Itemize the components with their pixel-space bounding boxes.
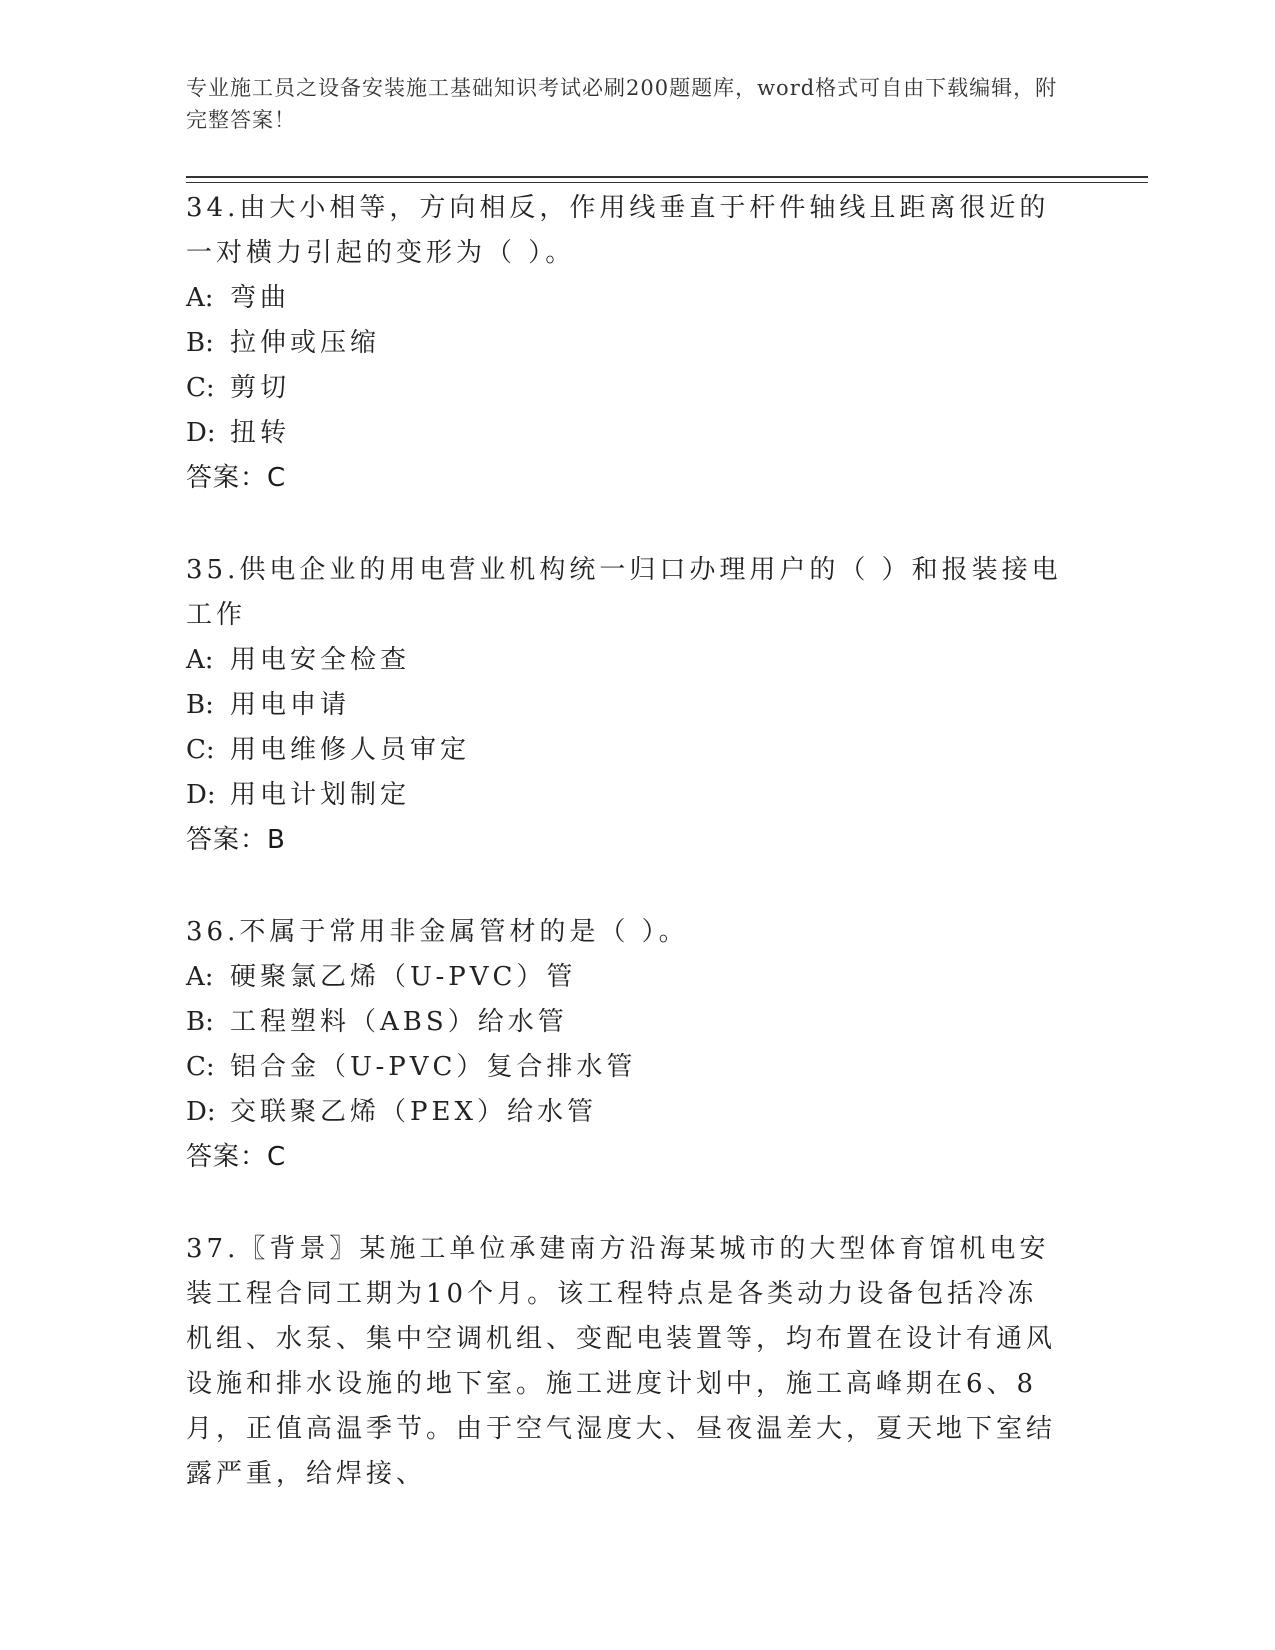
option-b	[186, 683, 1066, 728]
question-35	[186, 548, 1066, 863]
option-text: 用电申请	[230, 690, 351, 720]
option-letter: C:	[186, 1052, 215, 1082]
option-letter: B:	[186, 328, 214, 358]
option-text: 拉伸或压缩	[230, 328, 381, 358]
option-letter: B:	[186, 690, 214, 720]
option-letter: C:	[186, 373, 215, 403]
option-a	[186, 276, 1066, 321]
question-stem: 35.供电企业的用电营业机构统一归口办理用户的（ ）和报装接电工作	[186, 555, 1062, 630]
question-37	[186, 1227, 1066, 1497]
question-stem: 34.由大小相等，方向相反，作用线垂直于杆件轴线且距离很近的一对横力引起的变形为（ ）。	[186, 193, 1050, 268]
answer-line: 答案：C	[186, 463, 287, 493]
option-letter: A:	[186, 962, 214, 992]
option-letter: A:	[186, 645, 214, 675]
option-c	[186, 1045, 1066, 1090]
option-text: 铝合金（U-PVC）复合排水管	[230, 1052, 637, 1082]
option-text: 用电计划制定	[230, 780, 411, 810]
question-stem: 36.不属于常用非金属管材的是（ ）。	[186, 917, 689, 947]
option-d	[186, 1090, 1066, 1135]
option-a	[186, 955, 1066, 1000]
option-a	[186, 638, 1066, 683]
option-c	[186, 728, 1066, 773]
option-text: 交联聚乙烯（PEX）给水管	[230, 1097, 597, 1127]
option-text: 工程塑料（ABS）给水管	[230, 1007, 568, 1037]
answer-line: 答案：B	[186, 825, 286, 855]
header-divider-thick	[186, 176, 1148, 178]
option-letter: D:	[186, 1097, 216, 1127]
option-letter: B:	[186, 1007, 214, 1037]
answer-line: 答案：C	[186, 1142, 287, 1172]
option-b	[186, 1000, 1066, 1045]
option-d	[186, 411, 1066, 456]
option-letter: A:	[186, 283, 214, 313]
option-text: 弯曲	[230, 283, 291, 313]
document-header: 专业施工员之设备安装施工基础知识考试必刷200题题库，word格式可自由下载编辑，附完整答案！	[186, 76, 1058, 132]
option-text: 扭转	[230, 418, 291, 448]
option-text: 用电维修人员审定	[230, 735, 471, 765]
question-stem: 37.〖背景〗某施工单位承建南方沿海某城市的大型体育馆机电安装工程合同工期为10个月。该工程特点是各类动力设备包括冷冻机组、水泵、集中空调机组、变配电装置等，均布置在设计有通风设施和排水设施的地下室。施工进度计划中，施工高峰期在6、8月，正值高温季节。由于空气湿度大、昼夜温差大，夏天地下室结露严重，给焊接、	[186, 1234, 1057, 1489]
question-list	[186, 186, 1066, 1544]
question-36	[186, 910, 1066, 1180]
option-b	[186, 321, 1066, 366]
option-letter: D:	[186, 418, 216, 448]
option-text: 硬聚氯乙烯（U-PVC）管	[230, 962, 577, 992]
option-letter: C:	[186, 735, 215, 765]
option-text: 用电安全检查	[230, 645, 411, 675]
question-34	[186, 186, 1066, 501]
option-text: 剪切	[230, 373, 291, 403]
option-d	[186, 773, 1066, 818]
option-letter: D:	[186, 780, 216, 810]
header-divider-thin	[186, 182, 1148, 183]
option-c	[186, 366, 1066, 411]
